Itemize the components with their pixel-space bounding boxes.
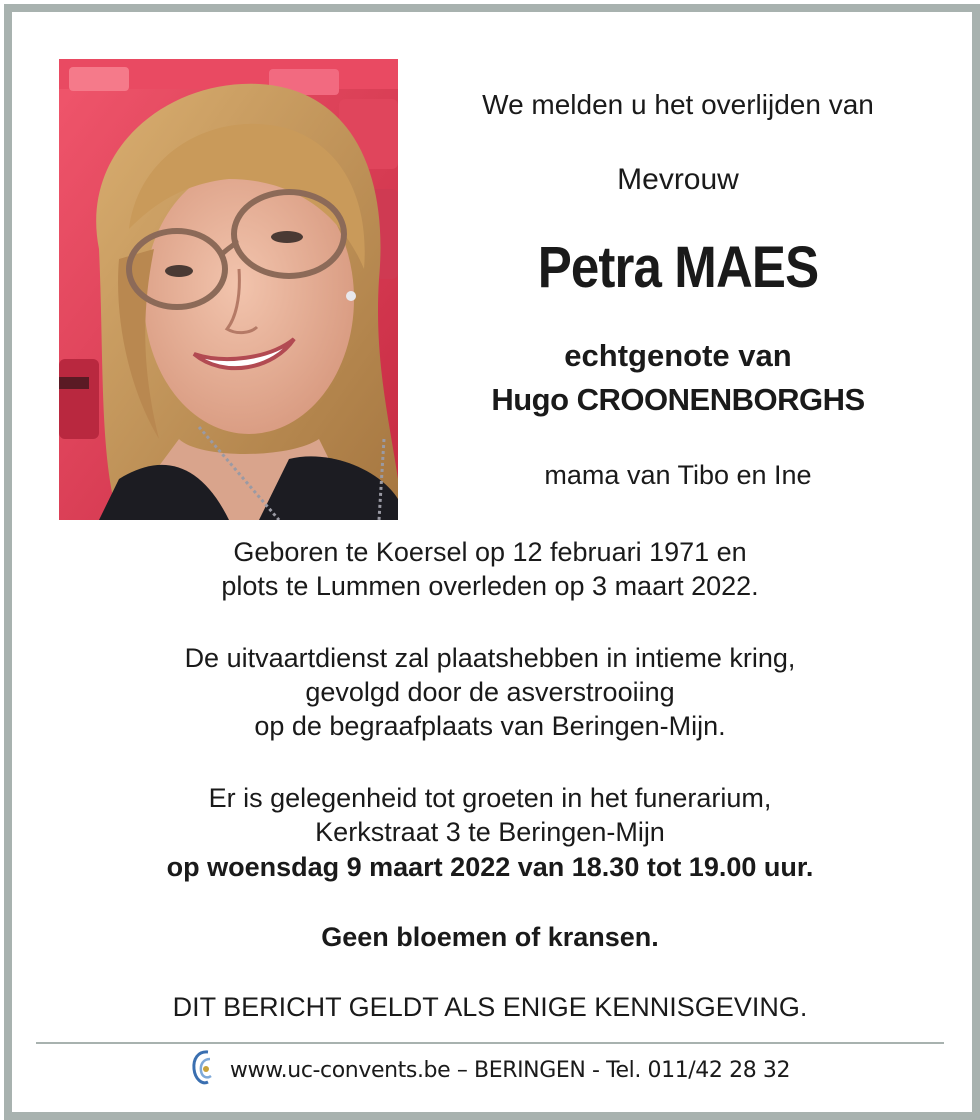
footer xyxy=(12,1050,968,1090)
footer-divider xyxy=(36,1042,944,1044)
birth-line-1: Geboren te Koersel op 12 februari 1971 en xyxy=(233,537,747,567)
visit-line-3: op woensdag 9 maart 2022 van 18.30 tot 19.00 uur. xyxy=(166,852,814,882)
no-flowers-text: Geen bloemen of kransen. xyxy=(321,922,659,952)
service-line-1: De uitvaartdienst zal plaatshebben in intieme kring, xyxy=(184,643,796,673)
spouse-name: Hugo CROONENBORGHS xyxy=(491,382,865,417)
uc-convents-logo-icon xyxy=(190,1049,216,1092)
notice-text: DIT BERICHT GELDT ALS ENIGE KENNISGEVING. xyxy=(172,992,808,1022)
visit-line-1: Er is gelegenheid tot groeten in het funerarium, xyxy=(208,783,772,813)
title-text: Mevrouw xyxy=(617,163,739,196)
birth-line-2: plots te Lummen overleden op 3 maart 2022. xyxy=(221,571,759,601)
children-text: mama van Tibo en Ine xyxy=(544,460,812,490)
obituary-card xyxy=(12,12,968,1108)
intro-text: We melden u het overlijden van xyxy=(482,89,874,120)
footer-contact: www.uc-convents.be – BERINGEN - Tel. 011/42 28 32 xyxy=(229,1057,791,1083)
portrait-photo xyxy=(59,59,398,520)
visit-line-2: Kerkstraat 3 te Beringen-Mijn xyxy=(315,817,665,847)
service-line-3: op de begraafplaats van Beringen-Mijn. xyxy=(254,711,726,741)
deceased-name: Petra MAES xyxy=(537,235,819,300)
service-line-2: gevolgd door de asverstrooiing xyxy=(305,677,675,707)
spouse-label: echtgenote van xyxy=(564,338,792,373)
